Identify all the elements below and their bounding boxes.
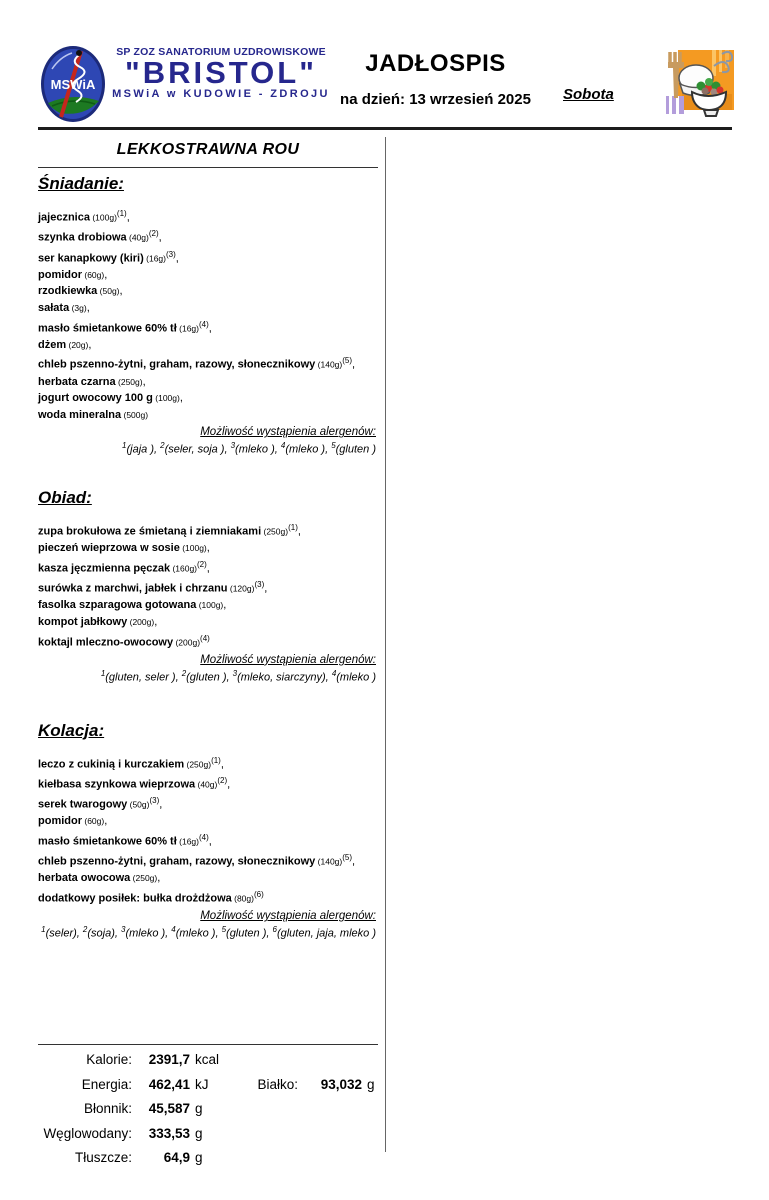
menu-item bbox=[38, 597, 378, 614]
dish-footnote-ref: (5) bbox=[342, 853, 353, 863]
dish-portion: (200g) bbox=[173, 637, 201, 648]
dish-name: jogurt owocowy 100 g bbox=[38, 392, 153, 405]
page-title: JADŁOSPIS bbox=[365, 50, 506, 77]
meal-sections bbox=[38, 174, 378, 940]
nutrition-value: 2391,7 bbox=[148, 1052, 190, 1067]
menu-item bbox=[38, 390, 378, 407]
dish-portion: (40g) bbox=[126, 232, 149, 243]
dish-portion: (20g) bbox=[66, 339, 89, 350]
dish-separator: , bbox=[179, 392, 183, 405]
allergen-footnote-ref: 5 bbox=[331, 441, 336, 451]
allergen-text: (seler), bbox=[45, 927, 83, 940]
dish-separator: , bbox=[142, 375, 146, 388]
dish-name: kiełbasa szynkowa wieprzowa bbox=[38, 778, 196, 791]
allergen-footnote-ref: 3 bbox=[120, 925, 126, 935]
dish-footnote-ref: (2) bbox=[217, 775, 228, 785]
menu-item bbox=[38, 300, 378, 317]
dish-separator: , bbox=[154, 616, 158, 628]
dish-portion: (80g) bbox=[231, 893, 254, 904]
menu-item bbox=[38, 337, 378, 354]
dish-separator: , bbox=[88, 338, 92, 351]
menu-item bbox=[38, 631, 378, 651]
allergen-text: (soja), bbox=[87, 927, 121, 940]
dish-footnote-ref: (4) bbox=[199, 832, 209, 842]
dish-separator: , bbox=[223, 599, 227, 612]
dish-portion: (60g) bbox=[82, 816, 105, 827]
dish-name: pomidor bbox=[38, 268, 82, 281]
dish-portion: (140g) bbox=[315, 856, 343, 867]
allergen-note-line bbox=[38, 925, 378, 940]
allergen-text: (gluten, seler ), bbox=[105, 671, 182, 684]
nutrition-label: Węglowodany: bbox=[43, 1125, 132, 1141]
nutrition-summary bbox=[38, 1044, 378, 1175]
day-of-week: Sobota bbox=[563, 86, 614, 103]
nutrition-label: Kalorie: bbox=[86, 1052, 132, 1067]
menu-item bbox=[38, 353, 378, 373]
menu-item bbox=[38, 870, 378, 887]
dish-footnote-ref: (3) bbox=[254, 580, 265, 590]
menu-item bbox=[38, 850, 378, 870]
dish-separator: , bbox=[352, 359, 356, 372]
allergen-note-title: Możliwość wystąpienia alergenów: bbox=[200, 910, 376, 923]
nutrition-unit: g bbox=[195, 1150, 203, 1166]
dish-name: koktajl mleczno-owocowy bbox=[38, 636, 174, 649]
dish-portion: (140g) bbox=[315, 360, 343, 371]
dish-portion: (40g) bbox=[195, 779, 218, 790]
dish-portion: (60g) bbox=[82, 269, 105, 280]
dish-portion: (250g) bbox=[261, 526, 289, 537]
allergen-note-line bbox=[38, 669, 378, 684]
dish-footnote-ref: (5) bbox=[342, 356, 353, 366]
meal-item-list bbox=[38, 206, 378, 423]
dish-portion: (16g) bbox=[143, 253, 166, 264]
nutrition-value: 333,53 bbox=[148, 1125, 190, 1141]
menu-item bbox=[38, 887, 378, 907]
dish-portion: (16g) bbox=[176, 836, 199, 847]
nutrition-label: Błonnik: bbox=[83, 1101, 132, 1117]
dish-name: surówka z marchwi, jabłek i chrzanu bbox=[38, 582, 228, 595]
dish-separator: , bbox=[227, 778, 231, 791]
menu-item bbox=[38, 830, 378, 850]
dish-portion: (100g) bbox=[89, 212, 117, 223]
allergen-note-title: Możliwość wystąpienia alergenów: bbox=[200, 653, 376, 666]
dish-name: pieczeń wieprzowa w sosie bbox=[38, 542, 180, 555]
allergen-text: (mleko ), bbox=[285, 444, 332, 457]
menu-column bbox=[38, 137, 378, 940]
dish-name: chleb pszenno-żytni, graham, razowy, słonecznikowy bbox=[38, 359, 316, 372]
title-block bbox=[333, 50, 538, 108]
menu-item bbox=[38, 614, 378, 631]
dish-footnote-ref: (2) bbox=[197, 559, 207, 569]
dish-name: leczo z cukinią i kurczakiem bbox=[38, 758, 185, 771]
dish-name: fasolka szparagowa gotowana bbox=[38, 599, 197, 612]
dish-footnote-ref: (1) bbox=[116, 209, 127, 218]
dish-name: szynka drobiowa bbox=[38, 231, 127, 244]
nutrition-divider bbox=[38, 1044, 378, 1045]
meal-section bbox=[38, 174, 378, 456]
dish-footnote-ref: (4) bbox=[200, 633, 210, 643]
allergen-text: (seler, soja ), bbox=[164, 444, 231, 457]
nutrition-extra bbox=[224, 1077, 375, 1092]
allergen-text: (gluten, jaja, mleko ) bbox=[276, 927, 376, 940]
dish-footnote-ref: (1) bbox=[288, 523, 298, 533]
dish-name: zupa brokułowa ze śmietaną i ziemniakami bbox=[38, 525, 262, 538]
dish-footnote-ref: (2) bbox=[148, 229, 159, 239]
dish-portion: (50g) bbox=[127, 799, 150, 810]
nutrition-row bbox=[38, 1101, 378, 1126]
dish-portion: (250g) bbox=[130, 873, 158, 884]
menu-item bbox=[38, 226, 378, 246]
allergen-text: (mleko ) bbox=[336, 671, 376, 684]
allergen-footnote-ref: 1 bbox=[100, 668, 106, 678]
menu-item bbox=[38, 206, 378, 226]
dish-portion: (200g) bbox=[127, 617, 155, 627]
dish-name: pomidor bbox=[38, 815, 82, 828]
allergen-footnote-ref: 1 bbox=[122, 441, 127, 451]
dish-name: dżem bbox=[38, 338, 67, 351]
dish-separator: , bbox=[104, 815, 108, 828]
allergen-text: (mleko ), bbox=[125, 927, 172, 940]
nutrition-row bbox=[38, 1150, 378, 1175]
allergen-text: (mleko, siarczyny), bbox=[237, 671, 332, 684]
allergen-note-line bbox=[38, 441, 378, 456]
dish-separator: , bbox=[104, 268, 108, 281]
nutrition-unit: g bbox=[195, 1125, 203, 1141]
dish-name: kompot jabłkowy bbox=[38, 616, 128, 628]
menu-item bbox=[38, 267, 378, 284]
dish-separator: , bbox=[206, 562, 210, 575]
menu-item bbox=[38, 374, 378, 391]
dish-footnote-ref: (3) bbox=[166, 249, 176, 259]
nutrition-label: Białko: bbox=[257, 1076, 298, 1092]
allergen-text: (mleko ), bbox=[235, 444, 281, 457]
dish-separator: , bbox=[208, 835, 212, 848]
dish-name: kasza jęczmienna pęczak bbox=[38, 562, 171, 575]
dish-footnote-ref: (1) bbox=[211, 755, 221, 765]
dish-separator: , bbox=[126, 211, 130, 224]
dish-name: masło śmietankowe 60% tł bbox=[38, 322, 177, 335]
allergen-footnote-ref: 2 bbox=[181, 668, 187, 678]
meal-item-list bbox=[38, 520, 378, 651]
menu-item bbox=[38, 247, 378, 267]
nutrition-label: Energia: bbox=[81, 1076, 132, 1092]
dish-separator: , bbox=[158, 231, 162, 244]
menu-item bbox=[38, 520, 378, 540]
nutrition-unit: g bbox=[367, 1076, 375, 1092]
dish-name: jajecznica bbox=[38, 211, 90, 224]
allergen-footnote-ref: 2 bbox=[82, 925, 88, 935]
dish-separator: , bbox=[86, 301, 90, 314]
allergen-footnote-ref: 3 bbox=[232, 668, 238, 678]
allergen-footnote-ref: 4 bbox=[331, 668, 337, 678]
meal-title: Obiad: bbox=[38, 488, 92, 508]
allergen-footnote-ref: 6 bbox=[272, 925, 277, 935]
meal-title: Kolacja: bbox=[38, 720, 105, 740]
nutrition-unit: kJ bbox=[195, 1076, 209, 1092]
dish-portion: (100g) bbox=[196, 600, 224, 611]
dish-portion: (50g) bbox=[97, 286, 120, 297]
dish-footnote-ref: (4) bbox=[199, 319, 209, 329]
dish-portion: (100g) bbox=[179, 543, 207, 554]
nutrition-unit: kcal bbox=[195, 1052, 220, 1067]
menu-item bbox=[38, 793, 378, 813]
menu-item bbox=[38, 577, 378, 597]
dish-name: dodatkowy posiłek: bułka drożdżowa bbox=[38, 892, 232, 905]
nutrition-row bbox=[38, 1126, 378, 1151]
dish-portion: (250g) bbox=[115, 376, 143, 387]
allergen-footnote-ref: 4 bbox=[171, 925, 176, 935]
nutrition-row bbox=[38, 1052, 378, 1077]
nutrition-value: 93,032 bbox=[320, 1076, 362, 1092]
allergen-footnote-ref: 5 bbox=[221, 925, 227, 935]
dish-name: herbata owocowa bbox=[38, 872, 131, 885]
menu-item bbox=[38, 540, 378, 557]
dish-name: rzodkiewka bbox=[38, 285, 98, 298]
allergen-text: (gluten ) bbox=[335, 444, 376, 457]
diet-name-divider bbox=[38, 167, 378, 168]
allergen-text: (mleko ), bbox=[175, 927, 222, 940]
meal-title: Śniadanie: bbox=[38, 174, 124, 193]
dish-name: serek twarogowy bbox=[38, 798, 128, 811]
dish-name: ser kanapkowy (kiri) bbox=[38, 252, 144, 265]
nutrition-value: 64,9 bbox=[163, 1150, 190, 1166]
dish-name: masło śmietankowe 60% tł bbox=[38, 835, 177, 848]
menu-item bbox=[38, 813, 378, 830]
menu-date: na dzień: 13 wrzesień 2025 bbox=[340, 91, 531, 108]
sanatorium-wordmark bbox=[97, 46, 345, 100]
menu-item bbox=[38, 773, 378, 793]
dish-portion: (100g) bbox=[152, 393, 180, 404]
dish-name: herbata czarna bbox=[38, 375, 116, 388]
dish-footnote-ref: (6) bbox=[253, 889, 264, 899]
header-divider bbox=[38, 127, 732, 130]
menu-item bbox=[38, 317, 378, 337]
dish-separator: , bbox=[206, 542, 210, 555]
allergen-footnote-ref: 3 bbox=[230, 441, 236, 451]
nutrition-label: Tłuszcze: bbox=[74, 1150, 132, 1166]
org-line2: MSWiA w KUDOWIE - ZDROJU bbox=[112, 88, 330, 100]
meal-section bbox=[38, 721, 378, 940]
dish-footnote-ref: (3) bbox=[149, 796, 160, 805]
allergen-note-title: Możliwość wystąpienia alergenów: bbox=[200, 426, 376, 439]
menu-item bbox=[38, 283, 378, 300]
meal-item-list bbox=[38, 753, 378, 908]
dish-separator: , bbox=[264, 582, 268, 595]
dish-portion: (16g) bbox=[176, 323, 199, 334]
allergen-footnote-ref: 1 bbox=[41, 925, 46, 935]
food-bowl-icon bbox=[656, 44, 740, 126]
dish-separator: , bbox=[157, 872, 161, 885]
dish-separator: , bbox=[297, 525, 301, 538]
meal-section bbox=[38, 488, 378, 683]
nutrition-value: 45,587 bbox=[148, 1101, 190, 1117]
menu-item bbox=[38, 407, 378, 424]
dish-portion: (160g) bbox=[170, 563, 198, 574]
allergen-footnote-ref: 2 bbox=[160, 441, 165, 451]
dish-portion: (500g) bbox=[121, 409, 149, 420]
dish-portion: (3g) bbox=[69, 302, 87, 313]
allergen-footnote-ref: 4 bbox=[280, 441, 286, 451]
nutrition-unit: g bbox=[195, 1101, 203, 1117]
org-name: "BRISTOL" bbox=[125, 55, 317, 90]
menu-item bbox=[38, 753, 378, 773]
allergen-text: (jaja ), bbox=[126, 444, 161, 457]
dish-portion: (120g) bbox=[227, 583, 255, 594]
diet-name: LEKKOSTRAWNA ROU bbox=[116, 141, 300, 158]
dish-separator: , bbox=[175, 252, 179, 265]
nutrition-value: 462,41 bbox=[148, 1076, 190, 1092]
dish-separator: , bbox=[119, 285, 123, 298]
menu-item bbox=[38, 557, 378, 577]
dish-name: chleb pszenno-żytni, graham, razowy, słonecznikowy bbox=[38, 855, 316, 868]
nutrition-row bbox=[38, 1077, 378, 1102]
column-divider bbox=[385, 137, 386, 1152]
dish-separator: , bbox=[159, 798, 163, 811]
dish-name: woda mineralna bbox=[38, 408, 122, 421]
allergen-text: (gluten ), bbox=[226, 927, 273, 940]
dish-separator: , bbox=[208, 322, 212, 335]
dish-separator: , bbox=[352, 855, 356, 868]
allergen-text: (gluten ), bbox=[186, 671, 233, 684]
emblem-text: MSWiA bbox=[50, 77, 96, 92]
dish-portion: (250g) bbox=[184, 759, 212, 770]
dish-separator: , bbox=[220, 758, 224, 771]
nutrition-rows bbox=[38, 1052, 378, 1175]
dish-name: sałata bbox=[38, 301, 70, 314]
org-line1: SP ZOZ SANATORIUM UZDROWISKOWE bbox=[116, 46, 326, 58]
